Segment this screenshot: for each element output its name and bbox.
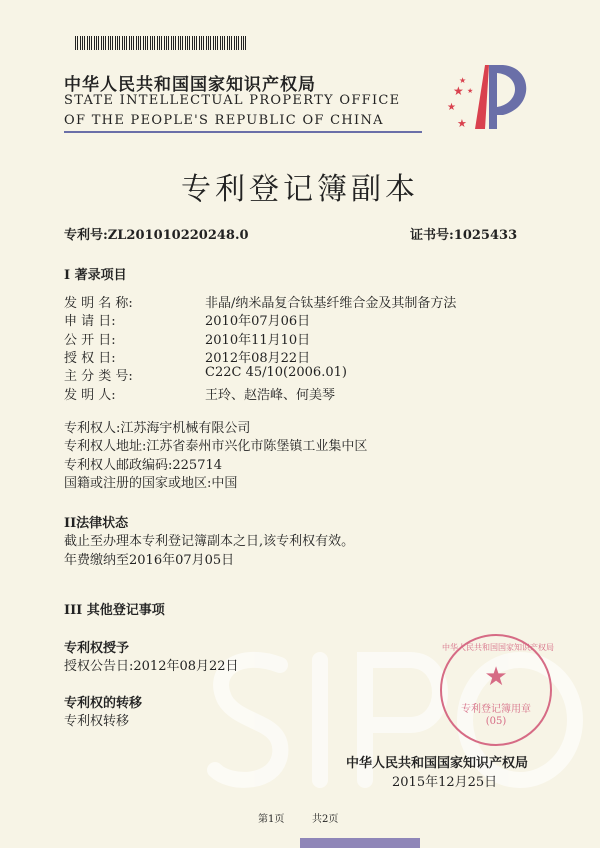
star-icon: ★ (484, 662, 508, 692)
field-label: 发 明 名 称: (64, 296, 133, 311)
seal-ring-text: 中华人民共和国国家知识产权局 (442, 643, 554, 652)
page-total: 共2页 (312, 814, 339, 825)
field-row (64, 384, 336, 403)
org-name-en-2: OF THE PEOPLE'S REPUBLIC OF CHINA (64, 113, 384, 128)
patentee-address: 专利权人地址:江苏省泰州市兴化市陈堡镇工业集中区 (64, 439, 368, 454)
field-row (64, 292, 457, 311)
field-value: C22C 45/10(2006.01) (205, 365, 347, 380)
section-1-heading: I 著录项目 (64, 268, 127, 283)
document-title: 专利登记簿副本 (181, 172, 419, 207)
field-value: 王玲、赵浩峰、何美琴 (205, 388, 336, 403)
barcode (75, 36, 247, 50)
svg-text:★: ★ (459, 76, 467, 85)
field-value: 非晶/纳米晶复合钛基纤维合金及其制备方法 (205, 296, 457, 311)
svg-text:★: ★ (457, 117, 467, 130)
signature-org: 中华人民共和国国家知识产权局 (346, 756, 529, 771)
field-label: 发 明 人: (64, 388, 116, 403)
nationality: 国籍或注册的国家或地区:中国 (64, 476, 238, 491)
official-seal (440, 634, 552, 746)
page-number: 第1页 (258, 814, 285, 825)
svg-text:★: ★ (467, 87, 474, 95)
seal-code: (05) (485, 716, 507, 727)
patentee: 专利权人:江苏海宇机械有限公司 (64, 421, 251, 436)
field-label: 授 权 日: (64, 351, 116, 366)
annual-fee: 年费缴纳至2016年07月05日 (64, 553, 235, 568)
field-row (64, 365, 347, 384)
field-row (64, 310, 311, 329)
header-rule (64, 131, 422, 133)
transfer-heading: 专利权的转移 (64, 696, 143, 711)
bottom-strip (300, 838, 420, 848)
org-name-en-1: STATE INTELLECTUAL PROPERTY OFFICE (64, 93, 401, 108)
certificate-number: 证书号:1025433 (410, 228, 518, 243)
patent-number: 专利号:ZL201010220248.0 (64, 228, 249, 243)
field-value: 2010年07月06日 (205, 314, 311, 329)
legal-status: 截止至办理本专利登记簿副本之日,该专利权有效。 (64, 534, 355, 549)
field-label: 主 分 类 号: (64, 369, 133, 384)
section-2-heading: II法律状态 (64, 516, 129, 531)
signature-date: 2015年12月25日 (392, 775, 498, 790)
svg-text:★: ★ (447, 102, 456, 113)
grant-value: 授权公告日:2012年08月22日 (64, 659, 239, 674)
grant-heading: 专利权授予 (64, 641, 130, 656)
field-row (64, 347, 311, 366)
seal-center-text: 专利登记簿用章 (461, 704, 531, 715)
org-name-cn: 中华人民共和国国家知识产权局 (64, 75, 316, 95)
field-label: 公 开 日: (64, 333, 116, 348)
field-value: 2010年11月10日 (205, 333, 311, 348)
field-label: 申 请 日: (64, 314, 116, 329)
field-value: 2012年08月22日 (205, 351, 311, 366)
field-row (64, 329, 311, 348)
svg-text:★: ★ (453, 84, 464, 98)
transfer-value: 专利权转移 (64, 714, 130, 729)
patentee-postcode: 专利权人邮政编码:225714 (64, 458, 223, 473)
section-3-heading: III 其他登记事项 (64, 603, 165, 618)
sipo-logo-icon (445, 55, 540, 135)
